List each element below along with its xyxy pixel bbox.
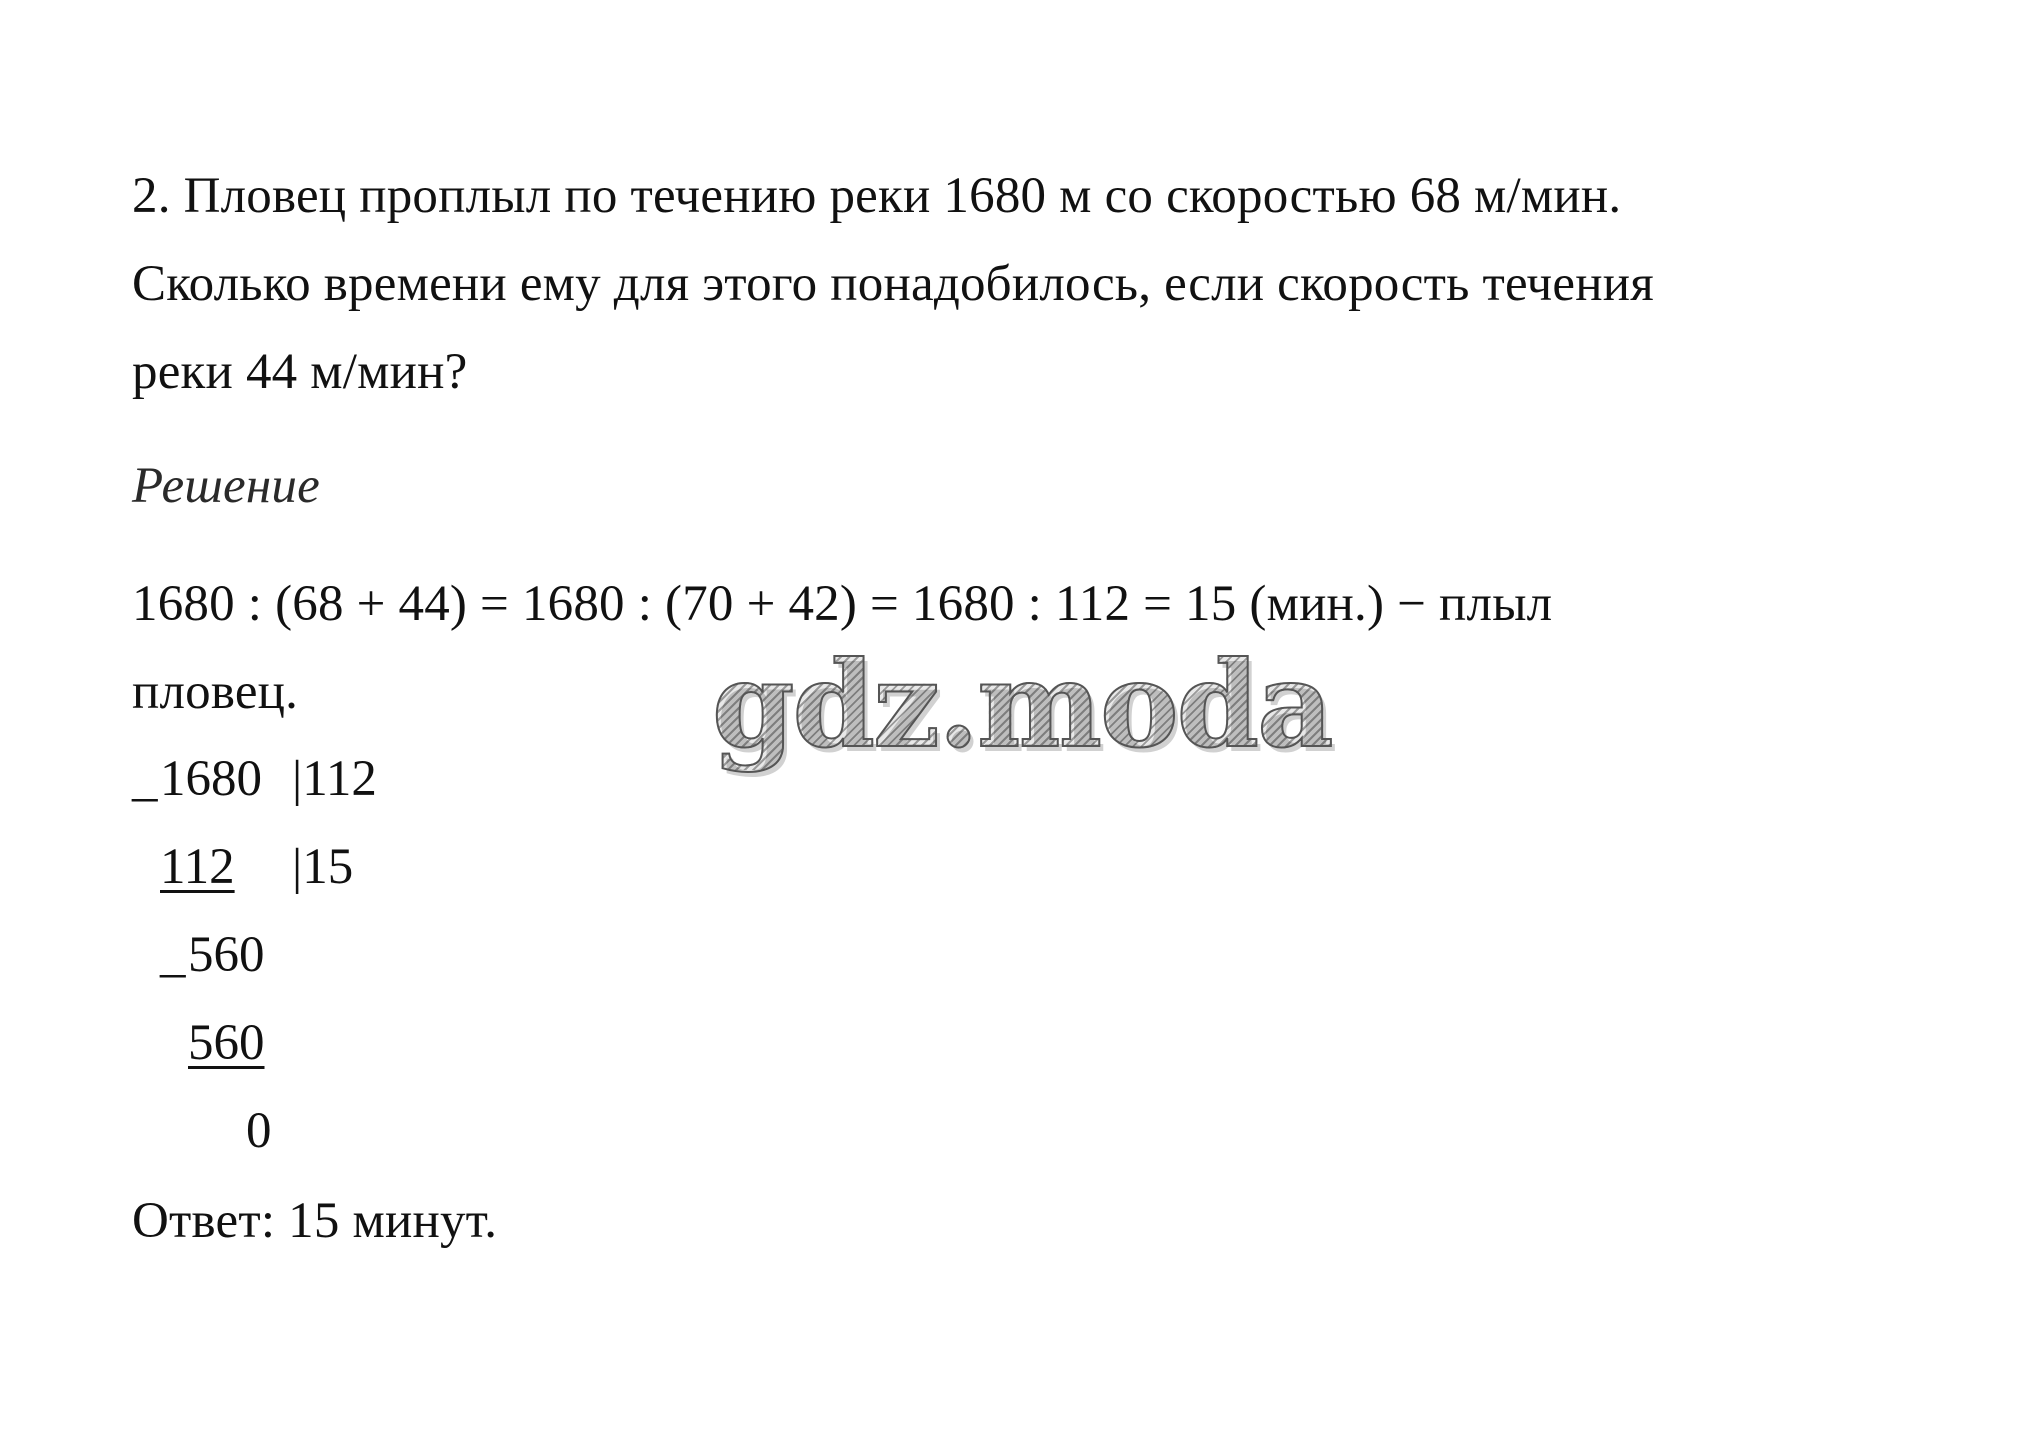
solution-expression-line-1: 1680 : (68 + 44) = 1680 : (70 + 42) = 1680 : 112 = 15 (мин.) − плыл — [132, 576, 1553, 632]
remainder-1: 560 — [188, 927, 265, 983]
remainder-final: 0 — [246, 1103, 272, 1159]
minus-sign-1: _ — [132, 751, 158, 807]
answer: Ответ: 15 минут. — [132, 1193, 498, 1249]
subtrahend-1: 112 — [160, 839, 235, 895]
quotient: |15 — [292, 839, 354, 895]
dividend: 1680 — [160, 751, 262, 807]
problem-line-1: 2. Пловец проплыл по течению реки 1680 м со скоростью 68 м/мин. — [132, 168, 1622, 224]
subtrahend-2: 560 — [188, 1015, 265, 1071]
minus-sign-2: _ — [160, 927, 186, 983]
solution-expression-line-2: пловец. — [132, 664, 299, 720]
divisor: |112 — [292, 751, 377, 807]
solution-heading: Решение — [132, 458, 320, 514]
watermark-logo: gdz.moda — [712, 635, 1332, 774]
problem-line-3: реки 44 м/мин? — [132, 344, 468, 400]
problem-line-2: Сколько времени ему для этого понадобилось, если скорость течения — [132, 256, 1654, 312]
